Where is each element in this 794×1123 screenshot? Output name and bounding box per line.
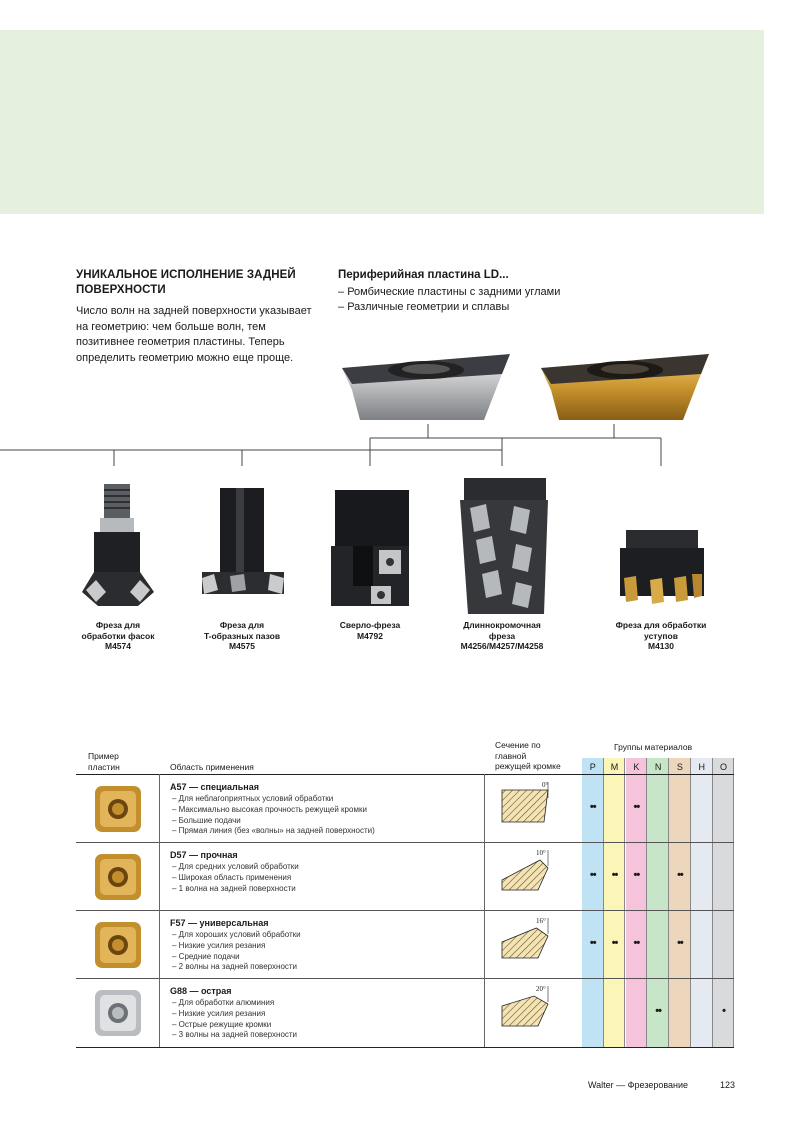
suitability-dots: ••: [611, 937, 618, 949]
suitability-dots: ••: [633, 801, 640, 813]
footer-brand: Walter — Фрезерование: [588, 1080, 689, 1090]
row-features: [172, 998, 297, 1041]
intro-left-body: Число волн на задней поверхности указывает на геометрию: чем больше волн, тем позитивнее геометрия пластины. Теперь определить геометрию можно еще проще.: [76, 305, 312, 364]
suitability-dots: ••: [589, 937, 596, 949]
tool-caption-line: M4256/M4257/M4258: [460, 641, 544, 651]
tool-caption-line: M4130: [648, 641, 674, 651]
row-feature: – Низкие усилия резания: [172, 941, 301, 952]
chamfer-mill-image: [78, 484, 158, 609]
tool-caption-line: M4574: [105, 641, 131, 651]
edge-angle-label: 16°: [536, 917, 546, 925]
tool-caption-line: Фреза для обработки: [615, 620, 707, 630]
page-number: 123: [720, 1080, 736, 1090]
suitability-dots: ••: [589, 801, 596, 813]
col-divider: [159, 774, 160, 1047]
intro-left: [76, 268, 321, 366]
row-feature: – Для хороших условий обработки: [172, 930, 301, 941]
material-column-s: [669, 758, 691, 1048]
edge-section-diagram: [496, 914, 566, 966]
edge-section-diagram: [496, 982, 566, 1034]
insert-thumbnail: [92, 783, 144, 835]
row-features: [172, 862, 299, 894]
intro-right: [338, 268, 668, 315]
row-divider: [76, 842, 734, 843]
tool-caption-line: M4575: [229, 641, 255, 651]
tool-caption: [68, 620, 168, 652]
row-features: [172, 794, 375, 837]
material-header-p: P: [589, 762, 596, 772]
drill-mill-image: [327, 490, 411, 608]
row-feature: – Широкая область применения: [172, 873, 299, 884]
edge-section-diagram: [496, 778, 566, 830]
insert-thumbnail: [92, 987, 144, 1039]
material-header-h: H: [698, 762, 705, 772]
row-features: [172, 930, 301, 973]
header-line: Пример: [88, 751, 119, 761]
insert-gold-image: [537, 350, 715, 425]
row-feature: – 3 волны на задней поверхности: [172, 1030, 297, 1041]
header-band: [0, 30, 764, 214]
tool-caption-line: M4792: [357, 630, 383, 641]
long-edge-mill-image: [456, 478, 552, 614]
material-header-k: K: [633, 762, 640, 772]
tool-caption: [320, 620, 420, 641]
edge-angle-label: 20°: [536, 985, 546, 993]
row-feature: – Для неблагоприятных условий обработки: [172, 794, 375, 805]
material-groups-title: Группы материалов: [614, 742, 693, 752]
tool-caption-line: фреза: [488, 630, 516, 641]
tool-caption-line: Длиннокромочная: [463, 620, 541, 630]
tool-caption-line: обработки фасок: [81, 630, 155, 641]
row-title: G88 — острая: [170, 986, 232, 996]
material-header-n: N: [654, 762, 662, 772]
suitability-dots: ••: [633, 869, 640, 881]
t-slot-mill-image: [200, 488, 286, 606]
suitability-dots: ••: [633, 937, 640, 949]
intro-right-heading: Периферийная пластина LD...: [338, 269, 509, 281]
tool-caption-line: Фреза для: [219, 620, 265, 630]
row-divider: [76, 910, 734, 911]
col-section-header: [495, 740, 561, 772]
row-feature: – Средние подачи: [172, 952, 301, 963]
insert-thumbnail: [92, 851, 144, 903]
header-line: пластин: [88, 761, 120, 772]
tool-caption-line: Сверло-фреза: [339, 620, 401, 630]
tool-caption-line: T-образных пазов: [203, 630, 281, 641]
material-column-h: [691, 758, 713, 1048]
header-line: режущей кромке: [495, 761, 561, 771]
tool-caption: [605, 620, 717, 652]
row-feature: – Большие подачи: [172, 816, 375, 827]
row-feature: – 1 волна на задней поверхности: [172, 884, 299, 895]
col-divider: [484, 774, 485, 1047]
insert-silver-image: [338, 350, 518, 425]
row-title: A57 — специальная: [170, 782, 259, 792]
intro-left-heading: УНИКАЛЬНОЕ ИСПОЛНЕНИЕ ЗАДНЕЙ ПОВЕРХНОСТИ: [76, 269, 296, 296]
row-feature: – Низкие усилия резания: [172, 1009, 297, 1020]
table-header-rule: [76, 774, 734, 775]
intro-right-item: – Различные геометрии и сплавы: [338, 300, 668, 315]
material-header-o: O: [720, 762, 728, 772]
suitability-dots: ••: [655, 1005, 661, 1017]
header-line: Сечение по: [495, 740, 541, 750]
row-title: F57 — универсальная: [170, 918, 269, 928]
edge-angle-label: 0°: [542, 781, 549, 789]
tool-caption: [446, 620, 558, 652]
suitability-dots: ••: [611, 869, 618, 881]
col-application-header: Область применения: [170, 762, 254, 772]
suitability-dots: ••: [677, 937, 683, 949]
suitability-dots: ••: [677, 869, 683, 881]
row-divider: [76, 978, 734, 979]
insert-thumbnail: [92, 919, 144, 971]
row-feature: – Для средних условий обработки: [172, 862, 299, 873]
tool-caption-line: уступов: [644, 630, 678, 641]
row-feature: – Максимально высокая прочность режущей кромки: [172, 805, 375, 816]
edge-section-diagram: [496, 846, 566, 898]
material-column-m: [604, 758, 626, 1048]
edge-angle-label: 10°: [536, 849, 546, 857]
shoulder-mill-image: [614, 530, 706, 606]
row-feature: – 2 волны на задней поверхности: [172, 962, 301, 973]
tool-caption: [192, 620, 292, 652]
intro-right-list: [338, 285, 668, 315]
material-header-s: S: [676, 762, 683, 772]
suitability-dots: ••: [589, 869, 596, 881]
row-feature: – Прямая линия (без «волны» на задней поверхности): [172, 826, 375, 837]
suitability-dots: •: [722, 1005, 725, 1017]
col-insert-header: [88, 751, 120, 772]
material-header-m: M: [610, 762, 619, 772]
intro-right-item: – Ромбические пластины с задними углами: [338, 285, 668, 300]
row-feature: – Острые режущие кромки: [172, 1020, 297, 1031]
table-bottom-rule: [76, 1047, 734, 1048]
row-feature: – Для обработки алюминия: [172, 998, 297, 1009]
header-line: главной: [495, 750, 527, 761]
tool-caption-line: Фреза для: [95, 620, 141, 630]
row-title: D57 — прочная: [170, 850, 238, 860]
